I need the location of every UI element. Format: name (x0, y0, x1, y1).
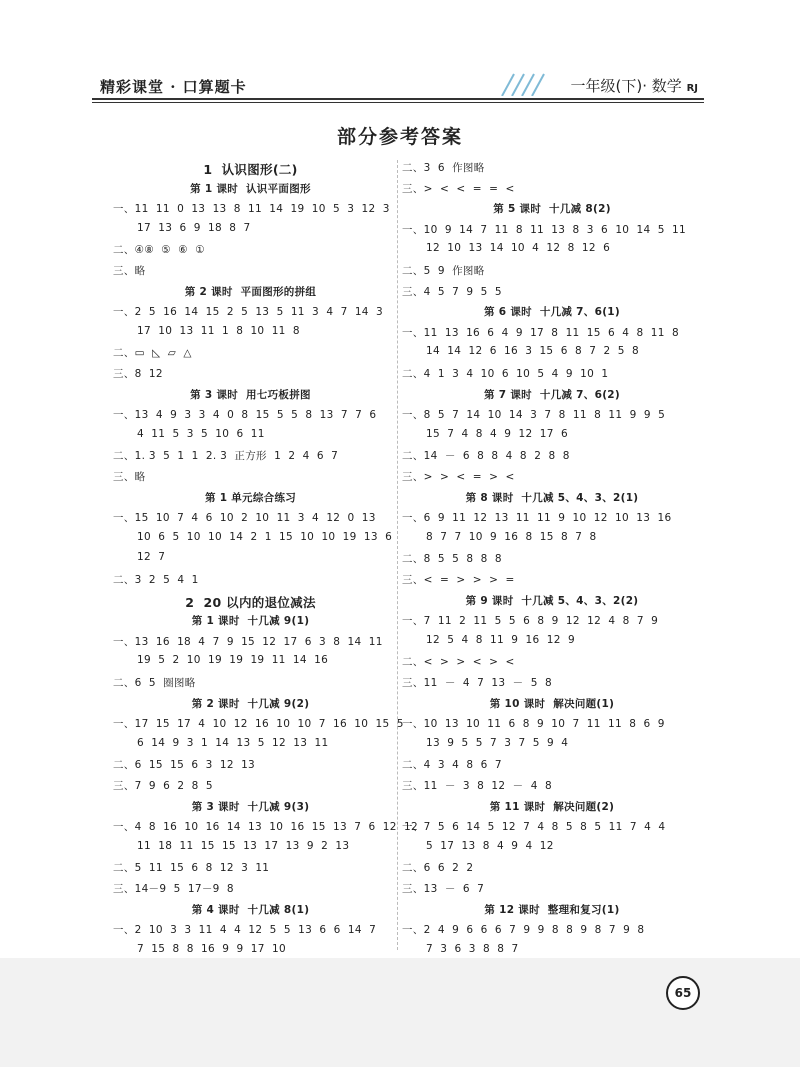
answer-line: 5 17 13 8 4 9 4 12 (426, 839, 554, 852)
answer-line: 13 9 5 5 7 3 7 5 9 4 (426, 736, 569, 749)
answer-line: 三、略 (113, 471, 146, 483)
section-heading: 第 12 课时 整理和复习(1) (484, 903, 620, 916)
section-heading: 1 认识图形(二) (203, 162, 298, 177)
answer-line: 10 6 5 10 10 14 2 1 15 10 10 19 13 6 (137, 530, 393, 543)
section-heading: 第 2 课时 平面图形的拼组 (184, 285, 317, 298)
answer-line: 二、④⑧ ⑤ ⑥ ① (113, 244, 205, 257)
answer-line: 一、6 9 11 12 13 11 11 9 10 12 10 13 16 (402, 512, 672, 525)
answer-line: 三、7 9 6 2 8 5 (113, 780, 213, 792)
answer-line: 一、2 10 3 3 11 4 4 12 5 5 13 6 6 14 7 (113, 924, 377, 937)
answer-line: 14 14 12 6 16 3 15 6 8 7 2 5 8 (426, 345, 639, 358)
section-heading: 第 1 课时 十几减 9(1) (191, 615, 310, 628)
section-heading: 第 1 课时 认识平面图形 (190, 182, 311, 195)
section-heading: 第 10 课时 解决问题(1) (489, 697, 615, 710)
answer-line: 三、11 － 4 7 13 － 5 8 (402, 677, 552, 689)
answer-line: 二、14 － 6 8 8 4 8 2 8 8 (402, 450, 570, 463)
answer-line: 一、2 5 16 14 15 2 5 13 5 11 3 4 7 14 3 (113, 306, 384, 319)
answer-line: 一、11 11 0 13 13 8 11 14 19 10 5 3 12 3 (113, 203, 390, 216)
header-rule-thin (92, 102, 704, 103)
section-heading: 第 4 课时 十几减 8(1) (191, 903, 310, 916)
answer-line: 11 18 11 15 15 13 17 13 9 2 13 (137, 839, 350, 852)
answer-line: 15 7 4 8 4 9 12 17 6 (426, 427, 568, 440)
grade-subject (571, 75, 698, 96)
answer-line: 三、11 － 3 8 12 － 4 8 (402, 780, 552, 792)
section-heading: 第 1 单元综合练习 (204, 491, 297, 504)
answer-line: 一、11 13 16 6 4 9 17 8 11 15 6 4 8 11 8 (402, 326, 680, 339)
footer-band (0, 958, 800, 1067)
section-heading: 第 9 课时 十几减 5、4、3、2(2) (465, 594, 639, 607)
page-number: 65 (666, 976, 700, 1010)
answer-line: 二、5 11 15 6 8 12 3 11 (113, 862, 270, 875)
answer-line: 19 5 2 10 19 19 19 11 14 16 (137, 654, 329, 667)
answer-line: 一、13 4 9 3 3 4 0 8 15 5 5 8 13 7 7 6 (113, 409, 377, 422)
header-stripes-decoration (492, 72, 562, 96)
answer-line: 一、2 4 9 6 6 6 7 9 9 8 8 9 8 7 9 8 (402, 924, 645, 937)
answer-line: 三、> < < = = < (402, 182, 515, 195)
section-heading: 第 7 课时 十几减 7、6(2) (484, 388, 620, 401)
answer-line: 二、8 5 5 8 8 8 (402, 553, 502, 566)
answer-line: 7 15 8 8 16 9 9 17 10 (137, 942, 286, 955)
answer-line: 三、略 (113, 265, 146, 277)
answer-line: 8 7 7 10 9 16 8 15 8 7 8 (426, 530, 597, 543)
answer-line: 一、17 15 17 4 10 12 16 10 10 7 16 10 15 5 (113, 718, 404, 731)
answer-line: 17 10 13 11 1 8 10 11 8 (137, 324, 300, 337)
section-heading: 第 2 课时 十几减 9(2) (191, 697, 310, 710)
answer-line: 一、7 5 6 14 5 12 7 4 8 5 8 5 11 7 4 4 (402, 821, 666, 834)
answer-line: 二、1. 3 5 1 1 2. 3 正方形 1 2 4 6 7 (113, 450, 339, 463)
answer-line: 二、6 15 15 6 3 12 13 (113, 759, 256, 772)
answer-line: 6 14 9 3 1 14 13 5 12 13 11 (137, 736, 329, 749)
answer-line: 二、5 9 作图略 (402, 265, 485, 277)
answer-line: 一、4 8 16 10 16 14 13 10 16 15 13 7 6 12 12 (113, 821, 418, 834)
grade-label: 一年级(下)· 数学 (570, 77, 682, 95)
answer-line: 三、< = > > > = (402, 574, 515, 586)
series-title: 精彩课堂 · 口算题卡 (100, 78, 247, 96)
edition-label: RJ (686, 83, 698, 94)
answer-line: 12 5 4 8 11 9 16 12 9 (426, 633, 575, 646)
answer-line: 三、14－9 5 17－9 8 (113, 883, 234, 895)
answer-line: 一、7 11 2 11 5 5 6 8 9 12 12 4 8 7 9 (402, 615, 659, 628)
answer-line: 三、13 － 6 7 (402, 883, 485, 895)
header-rule (92, 98, 704, 100)
answer-line: 二、6 5 圈图略 (113, 677, 196, 689)
answer-line: 一、10 9 14 7 11 8 11 13 8 3 6 10 14 5 11 (402, 223, 687, 236)
answer-line: 三、8 12 (113, 368, 163, 380)
answer-line: 三、4 5 7 9 5 5 (402, 285, 502, 298)
answer-line: 12 7 (137, 551, 166, 564)
answer-line: 三、> > < = > < (402, 471, 515, 483)
section-heading: 第 11 课时 解决问题(2) (489, 800, 615, 813)
answer-line: 一、8 5 7 14 10 14 3 7 8 11 8 11 9 9 5 (402, 409, 666, 422)
answer-line: 17 13 6 9 18 8 7 (137, 221, 251, 234)
column-divider (397, 160, 398, 950)
answer-line: 二、3 2 5 4 1 (113, 574, 199, 586)
section-heading: 第 3 课时 用七巧板拼图 (190, 388, 311, 401)
answer-line: 7 3 6 3 8 8 7 (426, 942, 519, 955)
answer-line: 二、4 3 4 8 6 7 (402, 759, 502, 772)
answer-line: 12 10 13 14 10 4 12 8 12 6 (426, 242, 611, 255)
section-heading: 第 6 课时 十几减 7、6(1) (484, 306, 620, 319)
answer-line: 二、6 6 2 2 (402, 862, 474, 875)
answer-line: 一、10 13 10 11 6 8 9 10 7 11 11 8 6 9 (402, 718, 665, 731)
section-heading: 第 5 课时 十几减 8(2) (493, 203, 611, 216)
section-heading: 第 3 课时 十几减 9(3) (191, 800, 310, 813)
answer-line: 一、15 10 7 4 6 10 2 10 11 3 4 12 0 13 (113, 512, 376, 525)
answer-line: 二、< > > < > < (402, 656, 515, 669)
answer-line: 二、4 1 3 4 10 6 10 5 4 9 10 1 (402, 368, 609, 380)
answer-line: 二、3 6 作图略 (402, 162, 485, 174)
section-heading: 第 8 课时 十几减 5、4、3、2(1) (465, 491, 639, 504)
answer-line: 二、▭ ◺ ▱ △ (113, 347, 192, 360)
section-heading: 2 20 以内的退位减法 (185, 594, 316, 610)
answer-line: 一、13 16 18 4 7 9 15 12 17 6 3 8 14 11 (113, 635, 383, 648)
answer-line: 4 11 5 3 5 10 6 11 (137, 427, 265, 440)
page-title: 部分参考答案 (336, 126, 463, 148)
page-header (92, 72, 704, 98)
